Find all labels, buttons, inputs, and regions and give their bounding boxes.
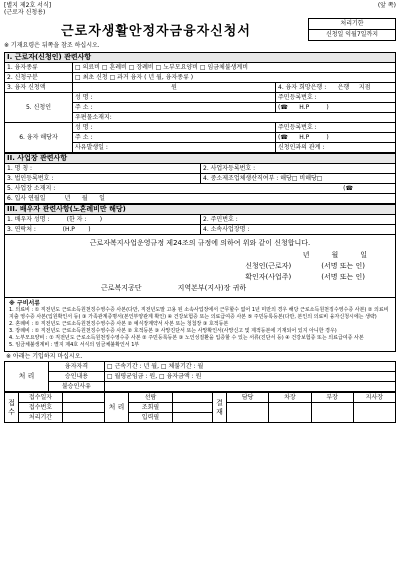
proc-label: 처리기한: [340, 20, 364, 27]
processing-deadline-box: [308, 18, 396, 41]
beneficiary-name-field[interactable]: 성 명 :: [73, 123, 276, 133]
confirmer-signature-line: [11, 272, 365, 283]
section-2-title: II. 사업장 관련사항: [5, 154, 396, 164]
applicant-rrn-field[interactable]: 주민등록번호 :: [276, 93, 396, 103]
form-header-line: [4, 2, 396, 16]
hire-date-label: 6. 입사 연월일: [7, 195, 46, 202]
spouse-phone-field[interactable]: [5, 225, 201, 235]
handling-checked-field[interactable]: [173, 403, 213, 413]
corp-reg-field[interactable]: 3. 법인등록번호 :: [5, 174, 201, 184]
docs-heading: ※ 구비서류: [9, 300, 41, 307]
approval-deputy-sign[interactable]: [269, 403, 311, 423]
section-1-title: I. 근로자(신청인) 관련사항: [5, 53, 396, 63]
spouse-phone-label: 3. 연락처 :: [7, 226, 36, 233]
bank-field[interactable]: [276, 83, 396, 93]
applicant-address-field[interactable]: 주 소 :: [73, 103, 276, 113]
year-unit: 년: [64, 195, 71, 202]
beneficiary-address-field[interactable]: 주 소 :: [73, 133, 276, 143]
loan-amount-field[interactable]: [73, 83, 276, 93]
handling-reviewed-label: 선람: [129, 393, 173, 403]
date-line: [11, 250, 367, 261]
receipt-number-field[interactable]: [63, 403, 105, 413]
docs-medical: 1. 의료비 : ① 직전년도 근로소득원천징수영수증 사본(다만, 직전년도말 고용 된 소속사업장에서 근무할수 없어 1년 미만의 경우 해당 근로소득원천징수영수증 사본) ② 의료비 지출 영수증 사본(입원확인서 등) ③ 가족관계증명서(본인부양관계 확인) ④ 건강보험증 또는 의료급여증 사본 ⑤ 주민등록등본(다만, 본인의 의료비 융자신청시에는 생략): [9, 307, 389, 320]
office-receipt-table: [4, 392, 396, 423]
approval-officer-sign[interactable]: [227, 403, 269, 423]
business-reg-field[interactable]: 2. 사업자등록번호 :: [201, 164, 396, 174]
confirmer-signature-label: 확인자(사업주): [245, 273, 292, 281]
section-applicant: [4, 52, 396, 153]
docs-wedding: 2. 혼례비 : ① 직전년도 근로소득원천징수영수증 사본 ② 예식장계약서 사본 또는 청첩장 ③ 호적등본: [9, 321, 229, 327]
spouse-rrn-field[interactable]: 2. 주민번호 :: [201, 215, 396, 225]
docs-funeral: 3. 장례비 : ① 직전년도 근로소득원천징수영수증 사본 ② 호적등본 ③ 사망진단서 또는 사망확인서(사망신고 및 제적등본에 기재되어 있지 아니한 경우): [9, 328, 337, 334]
sign-day: 일: [360, 251, 367, 259]
docs-wage-arrears: 5. 임금체불생계비 : 별지 제4호 서식의 임금체불확인서 1부: [9, 342, 140, 348]
approval-deputy: 차장: [269, 393, 311, 403]
applicant-postal-field[interactable]: 우편물소재지:: [73, 113, 396, 123]
beneficiary-rrn-field[interactable]: 주민등록번호 :: [276, 123, 396, 133]
bank-label: 4. 융자 희망은행 :: [278, 84, 327, 91]
beneficiary-phone-field[interactable]: [276, 133, 396, 143]
application-form: [4, 2, 396, 563]
required-documents: [4, 298, 396, 352]
processing-label: 처 리: [5, 362, 49, 392]
loan-type-options[interactable]: □ 의료비 □ 혼례비 □ 장례비 □ 노부모요양비 □ 임금체불생계비: [73, 63, 396, 73]
hp-label: H.P: [299, 104, 310, 111]
sign-month: 월: [331, 251, 339, 259]
approval-content-options[interactable]: □ 월평균임금 : 원, □ 융자금액 : 원: [105, 372, 396, 382]
rejection-reason-label: 불승인사유: [49, 382, 105, 392]
form-subtitle: (근로자 신청용): [4, 9, 46, 16]
tel-label: (☎: [278, 134, 288, 141]
handling-checked-label: 조회필: [129, 403, 173, 413]
section-workplace: [4, 153, 396, 204]
hire-date-field[interactable]: [5, 194, 396, 204]
approval-branch-head-sign[interactable]: [353, 403, 395, 423]
rejection-reason-field[interactable]: [105, 382, 396, 392]
application-type-options[interactable]: □ 최초 신청 □ 과거 융자 ( 년 월, 융자종류 ): [73, 73, 396, 83]
receipt-date-label: 접수일자: [19, 393, 63, 403]
applicant-signature-label: 신청인(근로자): [245, 262, 292, 270]
processing-period-label: 처리기간: [19, 413, 63, 423]
hp-label: H.P: [299, 134, 310, 141]
form-number: [별지 제2호 서식]: [4, 2, 52, 9]
application-statement: 근로자복지사업운영규정 제24조의 규정에 의하여 위와 같이 신청합니다.: [89, 239, 311, 247]
handling-entered-field[interactable]: [173, 413, 213, 423]
applicant-signature-line: [11, 261, 365, 272]
handling-reviewed-field[interactable]: [173, 393, 213, 403]
recipient-line: [11, 283, 389, 294]
loan-amount-label: 3. 융자 신청액: [5, 83, 73, 93]
day-unit: 일: [99, 195, 105, 202]
event-date-field[interactable]: 사유발생일 :: [73, 143, 276, 153]
section-3-title: III. 배우자 관련사항(노혼례비만 해당): [5, 205, 396, 215]
approval-manager-sign[interactable]: [311, 403, 353, 423]
approval-label: 결 재: [213, 393, 227, 423]
paren-close: ): [88, 226, 91, 233]
approval-content-label: 승인내용: [49, 372, 105, 382]
receipt-date-field[interactable]: [63, 393, 105, 403]
applicant-name-field[interactable]: 성 명 :: [73, 93, 276, 103]
paren-close: ): [326, 134, 329, 141]
office-use-note: ※ 아래는 기입하지 마십시오.: [6, 353, 83, 360]
workplace-address-label: 5. 사업장 소재지 :: [7, 185, 56, 192]
receipt-label: 접 수: [5, 393, 19, 423]
proc-value: 신청일 익월7일까지: [309, 29, 395, 40]
approval-officer: 담당: [227, 393, 269, 403]
handling-entered-label: 입력필: [129, 413, 173, 423]
branch-unit: 지점: [358, 84, 371, 91]
form-title: 근로자생활안정자금융자신청서: [61, 24, 251, 39]
recipient-branch: 지역본부(지사)장 귀하: [177, 284, 247, 292]
applicant-label: 5. 신청인: [5, 93, 73, 123]
applicant-signature-field[interactable]: (서명 또는 인): [321, 262, 365, 270]
signature-block: [4, 235, 396, 298]
approval-branch-head: 지사장: [353, 393, 395, 403]
office-processing-table: [4, 361, 396, 392]
won-unit: 원: [171, 84, 177, 91]
section-spouse: [4, 204, 396, 235]
applicant-phone-field[interactable]: [276, 103, 396, 113]
beneficiary-label: 6. 융자 해당자: [5, 123, 73, 153]
qualification-options[interactable]: □ 근속기간 : 년 월, □ 체불기간 : 월: [105, 362, 396, 372]
workplace-tel-label: (☎: [343, 185, 353, 192]
month-unit: 월: [81, 195, 88, 202]
spouse-hp-label: (H.P: [62, 226, 75, 233]
spouse-name-field[interactable]: [5, 215, 201, 225]
hanja-label: (한 자 :: [66, 216, 87, 223]
qualification-label: 융자자격: [49, 362, 105, 372]
loan-type-label: 1. 융자종류: [5, 63, 73, 73]
paren-close: ): [326, 104, 329, 111]
tel-label: (☎: [278, 104, 288, 111]
receipt-number-label: 접수번호: [19, 403, 63, 413]
company-name-field[interactable]: 1. 명 칭 :: [5, 164, 201, 174]
docs-elderly-care: 4. 노부모요양비 : ① 직전년도 근로소득원천징수영수증 사본 ② 주민등록등본 ③ 노인성질환을 입증할 수 있는 서류(진단서 등) ④ 건강보험증 또는 의료급여증 사본: [9, 335, 364, 341]
application-type-label: 2. 신청구분: [5, 73, 73, 83]
handling-label: 처 리: [105, 393, 129, 423]
sign-year: 년: [302, 251, 310, 259]
instructions-note: ※ 기재요령은 뒤쪽을 참조 하십시오.: [4, 42, 100, 49]
processing-period-field[interactable]: [63, 413, 105, 423]
sme-manufacturing-field[interactable]: 4. 중소제조업체생산직여부 : 해당□ 비해당□: [201, 174, 396, 184]
confirmer-signature-field[interactable]: (서명 또는 인): [321, 273, 365, 281]
workplace-address-field[interactable]: [5, 184, 396, 194]
spouse-workplace-field[interactable]: 4. 소속사업장명 :: [201, 225, 396, 235]
spouse-name-label: 1. 배우자 성명 :: [7, 216, 50, 223]
page-side: (앞 쪽): [377, 2, 396, 9]
relationship-field[interactable]: 신청인과의 관계 :: [276, 143, 396, 153]
approval-manager: 부장: [311, 393, 353, 403]
recipient-org: 근로복지공단: [101, 284, 142, 292]
bank-unit: 은행: [337, 84, 350, 91]
paren-close: ): [99, 216, 103, 223]
